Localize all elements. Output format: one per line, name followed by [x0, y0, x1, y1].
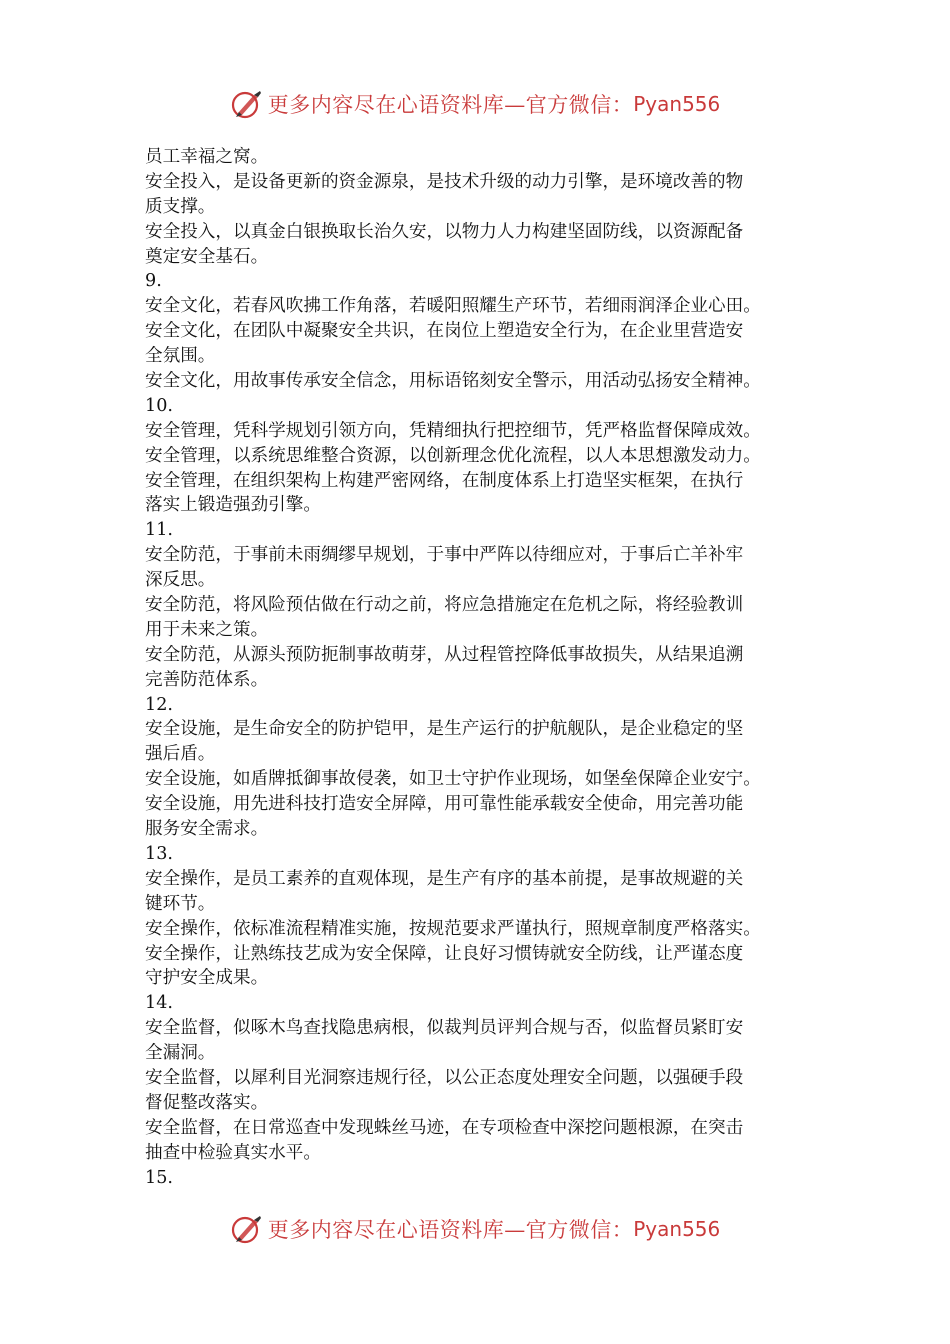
text-line: 安全管理，凭科学规划引领方向，凭精细执行把控细节，凭严格监督保障成效。 — [145, 420, 761, 441]
text-line: 安全设施，用先进科技打造安全屏障，用可靠性能承载安全使命，用完善功能 — [145, 794, 744, 815]
text-line: 质支撑。 — [145, 196, 216, 217]
text-line: 奠定安全基石。 — [145, 246, 269, 267]
header-wechat-id: Pyan556 — [633, 92, 721, 116]
document-body — [145, 145, 807, 1190]
text-line: 服务安全需求。 — [145, 819, 269, 840]
text-line: 完善防范体系。 — [145, 669, 269, 690]
text-line: 安全设施，如盾牌抵御事故侵袭，如卫士守护作业现场，如堡垒保障企业安宁。 — [145, 769, 761, 790]
text-line: 安全设施，是生命安全的防护铠甲，是生产运行的护航舰队，是企业稳定的坚 — [145, 719, 744, 740]
text-line: 安全操作，是员工素养的直观体现，是生产有序的基本前提，是事故规避的关 — [145, 868, 744, 889]
text-line: 安全文化，若春风吹拂工作角落，若暖阳照耀生产环节，若细雨润泽企业心田。 — [145, 296, 761, 317]
pen-logo-icon — [230, 87, 264, 121]
text-line: 全氛围。 — [145, 346, 216, 367]
text-line: 安全文化，在团队中凝聚安全共识，在岗位上塑造安全行为，在企业里营造安 — [145, 321, 744, 342]
text-line: 安全文化，用故事传承安全信念，用标语铭刻安全警示，用活动弘扬安全精神。 — [145, 371, 761, 392]
footer-banner — [0, 1209, 950, 1249]
text-line: 安全操作，让熟练技艺成为安全保障，让良好习惯铸就安全防线，让严谨态度 — [145, 943, 744, 964]
pen-logo-icon — [230, 1212, 264, 1246]
section-number: 9. — [145, 271, 162, 292]
section-number: 11. — [145, 520, 173, 541]
section-number: 14. — [145, 993, 173, 1014]
section-number: 15. — [145, 1167, 173, 1188]
text-line: 安全监督，以犀利目光洞察违规行径，以公正态度处理安全问题，以强硬手段 — [145, 1067, 744, 1088]
text-line: 督促整改落实。 — [145, 1092, 269, 1113]
section-number: 13. — [145, 843, 173, 864]
footer-wechat-id: Pyan556 — [633, 1217, 721, 1241]
text-line: 安全防范，从源头预防扼制事故萌芽，从过程管控降低事故损失，从结果追溯 — [145, 644, 744, 665]
section-number: 10. — [145, 395, 173, 416]
text-line: 键环节。 — [145, 893, 216, 914]
text-line: 安全管理，在组织架构上构建严密网络，在制度体系上打造坚实框架，在执行 — [145, 470, 744, 491]
header-banner-text: 更多内容尽在心语资料库—官方微信： — [267, 93, 634, 117]
header-banner — [0, 84, 950, 124]
text-line: 强后盾。 — [145, 744, 216, 765]
text-line: 安全监督，似啄木鸟查找隐患病根，似裁判员评判合规与否，似监督员紧盯安 — [145, 1018, 744, 1039]
text-line: 全漏洞。 — [145, 1043, 216, 1064]
text-line: 安全防范，将风险预估做在行动之前，将应急措施定在危机之际，将经验教训 — [145, 595, 744, 616]
footer-banner-text: 更多内容尽在心语资料库—官方微信： — [267, 1218, 634, 1242]
text-line: 落实上锻造强劲引擎。 — [145, 495, 321, 516]
text-line: 深反思。 — [145, 570, 216, 591]
text-line: 安全监督，在日常巡查中发现蛛丝马迹，在专项检查中深挖问题根源，在突击 — [145, 1117, 744, 1138]
text-line: 抽查中检验真实水平。 — [145, 1142, 321, 1163]
text-line: 员工幸福之窝。 — [145, 147, 269, 167]
text-line: 守护安全成果。 — [145, 968, 269, 989]
text-line: 安全管理，以系统思维整合资源，以创新理念优化流程，以人本思想激发动力。 — [145, 445, 761, 466]
text-line: 安全投入，是设备更新的资金源泉，是技术升级的动力引擎，是环境改善的物 — [145, 171, 744, 192]
text-line: 安全防范，于事前未雨绸缪早规划，于事中严阵以待细应对，于事后亡羊补牢 — [145, 545, 744, 566]
text-line: 安全投入，以真金白银换取长治久安，以物力人力构建坚固防线，以资源配备 — [145, 221, 744, 242]
section-number: 12. — [145, 694, 173, 715]
text-line: 安全操作，依标准流程精准实施，按规范要求严谨执行，照规章制度严格落实。 — [145, 918, 761, 939]
text-line: 用于未来之策。 — [145, 619, 269, 640]
